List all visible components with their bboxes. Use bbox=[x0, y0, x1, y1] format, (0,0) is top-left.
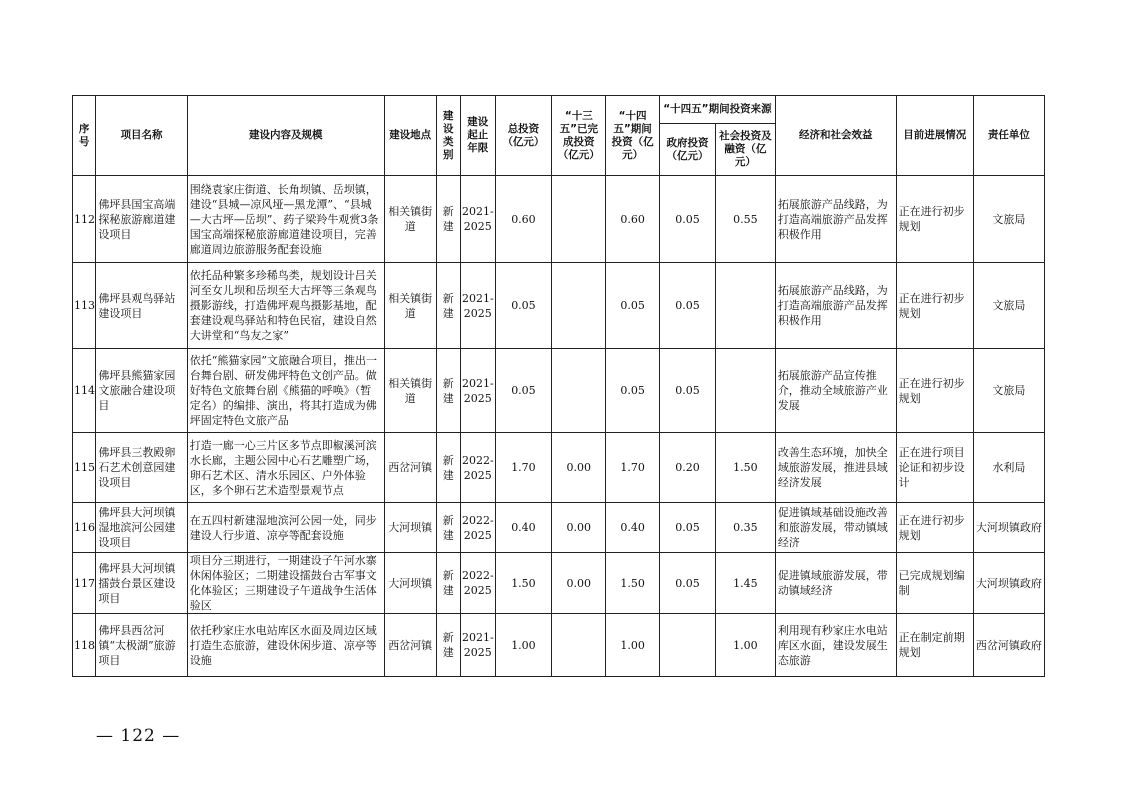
cell-progress: 已完成规划编制 bbox=[896, 553, 973, 614]
cell-content: 在五四村新建湿地滨河公园一处，同步建设人行步道、凉亭等配套设施 bbox=[187, 503, 384, 553]
header-source-group: “十四五”期间投资来源 bbox=[660, 96, 776, 124]
cell-gov bbox=[660, 614, 716, 677]
project-table bbox=[72, 95, 1045, 677]
cell-location: 大河坝镇 bbox=[384, 553, 436, 614]
cell-social bbox=[715, 349, 775, 433]
cell-total: 0.40 bbox=[495, 503, 552, 553]
cell-progress: 正在进行初步规划 bbox=[896, 263, 973, 349]
cell-unit: 大河坝镇政府 bbox=[973, 553, 1044, 614]
cell-done13 bbox=[552, 263, 606, 349]
cell-content: 依托品种繁多珍稀鸟类，规划设计吕关河至女儿坝和岳坝至大古坪等三条观鸟摄影游线，打造佛坪观鸟摄影基地，配套建设观鸟驿站和特色民宿，建设自然大讲堂和“鸟友之家” bbox=[187, 263, 384, 349]
cell-type: 新建 bbox=[436, 614, 460, 677]
cell-name: 佛坪县大河坝镇擂鼓台景区建设项目 bbox=[96, 553, 187, 614]
cell-location: 大河坝镇 bbox=[384, 503, 436, 553]
cell-progress: 正在进行初步规划 bbox=[896, 503, 973, 553]
cell-name: 佛坪县国宝高端探秘旅游廊道建设项目 bbox=[96, 176, 187, 263]
cell-plan14: 1.50 bbox=[606, 553, 660, 614]
cell-unit: 文旅局 bbox=[973, 349, 1044, 433]
cell-done13: 0.00 bbox=[552, 503, 606, 553]
table-row bbox=[73, 614, 1045, 677]
cell-plan14: 0.40 bbox=[606, 503, 660, 553]
cell-period: 2022-2025 bbox=[460, 503, 495, 553]
cell-type: 新建 bbox=[436, 263, 460, 349]
table-row bbox=[73, 349, 1045, 433]
cell-done13 bbox=[552, 349, 606, 433]
cell-plan14: 0.05 bbox=[606, 349, 660, 433]
cell-gov: 0.05 bbox=[660, 503, 716, 553]
cell-plan14: 0.05 bbox=[606, 263, 660, 349]
header-done13: “十三五”已完成投资（亿元） bbox=[552, 96, 606, 176]
cell-location: 相关镇街道 bbox=[384, 263, 436, 349]
cell-seq: 112 bbox=[73, 176, 96, 263]
cell-unit: 文旅局 bbox=[973, 263, 1044, 349]
cell-period: 2021-2025 bbox=[460, 176, 495, 263]
cell-content: 项目分三期进行，一期建设子午河水寨休闲体验区；二期建设擂鼓台古军事文化体验区；三期建设子午道战争生活体验区 bbox=[187, 553, 384, 614]
cell-period: 2021-2025 bbox=[460, 263, 495, 349]
cell-period: 2022-2025 bbox=[460, 433, 495, 503]
cell-social: 1.50 bbox=[715, 433, 775, 503]
header-progress: 目前进展情况 bbox=[896, 96, 973, 176]
cell-content: 围绕袁家庄街道、长角坝镇、岳坝镇，建设“县城—凉风垭—黑龙潭”、“县城—大古坪—岳坝”、药子梁羚牛观赏3条国宝高端探秘旅游廊道建设项目，完善廊道周边旅游服务配套设施 bbox=[187, 176, 384, 263]
cell-seq: 115 bbox=[73, 433, 96, 503]
cell-done13: 0.00 bbox=[552, 433, 606, 503]
cell-location: 相关镇街道 bbox=[384, 176, 436, 263]
header-benefit: 经济和社会效益 bbox=[775, 96, 896, 176]
cell-gov: 0.20 bbox=[660, 433, 716, 503]
header-plan14: “十四五”期间投资（亿元） bbox=[606, 96, 660, 176]
header-content: 建设内容及规模 bbox=[187, 96, 384, 176]
cell-total: 1.70 bbox=[495, 433, 552, 503]
header-unit: 责任单位 bbox=[973, 96, 1044, 176]
cell-location: 西岔河镇 bbox=[384, 433, 436, 503]
cell-type: 新建 bbox=[436, 349, 460, 433]
table-row bbox=[73, 433, 1045, 503]
header-type: 建设类别 bbox=[436, 96, 460, 176]
cell-name: 佛坪县西岔河镇“太极湖”旅游项目 bbox=[96, 614, 187, 677]
cell-unit: 文旅局 bbox=[973, 176, 1044, 263]
header-social: 社会投资及融资（亿元） bbox=[715, 124, 775, 176]
cell-done13 bbox=[552, 614, 606, 677]
cell-total: 1.00 bbox=[495, 614, 552, 677]
cell-name: 佛坪县三教殿卵石艺术创意园建设项目 bbox=[96, 433, 187, 503]
cell-gov: 0.05 bbox=[660, 553, 716, 614]
cell-benefit: 促进镇域旅游发展，带动镇域经济 bbox=[775, 553, 896, 614]
cell-content: 依托秒家庄水电站库区水面及周边区域打造生态旅游，建设休闲步道、凉亭等设施 bbox=[187, 614, 384, 677]
table-row bbox=[73, 176, 1045, 263]
cell-benefit: 利用现有秒家庄水电站库区水面，建设发展生态旅游 bbox=[775, 614, 896, 677]
cell-seq: 118 bbox=[73, 614, 96, 677]
cell-benefit: 促进镇域基础设施改善和旅游发展，带动镇域经济 bbox=[775, 503, 896, 553]
header-total: 总投资（亿元） bbox=[495, 96, 552, 176]
cell-period: 2022-2025 bbox=[460, 553, 495, 614]
cell-progress: 正在进行项目论证和初步设计 bbox=[896, 433, 973, 503]
header-period: 建设起止年限 bbox=[460, 96, 495, 176]
cell-content: 打造一廊一心三片区多节点即椒溪河滨水长廊，主题公园中心石艺雕塑广场，卵石艺术区、清水乐园区、户外体验区，多个卵石艺术造型景观节点 bbox=[187, 433, 384, 503]
cell-name: 佛坪县熊猫家园文旅融合建设项目 bbox=[96, 349, 187, 433]
cell-social: 0.35 bbox=[715, 503, 775, 553]
header-name: 项目名称 bbox=[96, 96, 187, 176]
cell-type: 新建 bbox=[436, 553, 460, 614]
cell-type: 新建 bbox=[436, 433, 460, 503]
cell-benefit: 拓展旅游产品宣传推介，推动全域旅游产业发展 bbox=[775, 349, 896, 433]
cell-total: 0.60 bbox=[495, 176, 552, 263]
cell-benefit: 拓展旅游产品线路，为打造高端旅游产品发挥积极作用 bbox=[775, 263, 896, 349]
cell-progress: 正在进行初步规划 bbox=[896, 176, 973, 263]
cell-seq: 116 bbox=[73, 503, 96, 553]
cell-social bbox=[715, 263, 775, 349]
table-row bbox=[73, 263, 1045, 349]
cell-period: 2021-2025 bbox=[460, 349, 495, 433]
cell-done13: 0.00 bbox=[552, 553, 606, 614]
cell-social: 1.45 bbox=[715, 553, 775, 614]
cell-done13 bbox=[552, 176, 606, 263]
cell-seq: 113 bbox=[73, 263, 96, 349]
cell-gov: 0.05 bbox=[660, 263, 716, 349]
header-seq: 序号 bbox=[73, 96, 96, 176]
table-row bbox=[73, 553, 1045, 614]
cell-location: 西岔河镇 bbox=[384, 614, 436, 677]
cell-gov: 0.05 bbox=[660, 349, 716, 433]
cell-plan14: 1.00 bbox=[606, 614, 660, 677]
cell-social: 1.00 bbox=[715, 614, 775, 677]
cell-social: 0.55 bbox=[715, 176, 775, 263]
cell-seq: 117 bbox=[73, 553, 96, 614]
table-row bbox=[73, 503, 1045, 553]
cell-gov: 0.05 bbox=[660, 176, 716, 263]
cell-benefit: 改善生态环境，加快全域旅游发展，推进县域经济发展 bbox=[775, 433, 896, 503]
cell-progress: 正在进行初步规划 bbox=[896, 349, 973, 433]
cell-unit: 大河坝镇政府 bbox=[973, 503, 1044, 553]
cell-name: 佛坪县大河坝镇湿地滨河公园建设项目 bbox=[96, 503, 187, 553]
cell-seq: 114 bbox=[73, 349, 96, 433]
cell-total: 0.05 bbox=[495, 349, 552, 433]
page-number: — 122 — bbox=[96, 726, 181, 746]
cell-unit: 西岔河镇政府 bbox=[973, 614, 1044, 677]
cell-benefit: 拓展旅游产品线路，为打造高端旅游产品发挥积极作用 bbox=[775, 176, 896, 263]
cell-plan14: 0.60 bbox=[606, 176, 660, 263]
cell-location: 相关镇街道 bbox=[384, 349, 436, 433]
header-gov: 政府投资（亿元） bbox=[660, 124, 716, 176]
table-body bbox=[73, 176, 1045, 677]
cell-type: 新建 bbox=[436, 176, 460, 263]
cell-period: 2021-2025 bbox=[460, 614, 495, 677]
cell-name: 佛坪县观鸟驿站建设项目 bbox=[96, 263, 187, 349]
cell-progress: 正在制定前期规划 bbox=[896, 614, 973, 677]
cell-unit: 水利局 bbox=[973, 433, 1044, 503]
cell-content: 依托“熊猫家园”文旅融合项目，推出一台舞台剧、研发佛坪特色文创产品。做好特色文旅舞台剧《熊猫的呼唤》（暂定名）的编排、演出，将其打造成为佛坪固定特色文旅产品 bbox=[187, 349, 384, 433]
header-location: 建设地点 bbox=[384, 96, 436, 176]
cell-plan14: 1.70 bbox=[606, 433, 660, 503]
cell-type: 新建 bbox=[436, 503, 460, 553]
cell-total: 1.50 bbox=[495, 553, 552, 614]
cell-total: 0.05 bbox=[495, 263, 552, 349]
